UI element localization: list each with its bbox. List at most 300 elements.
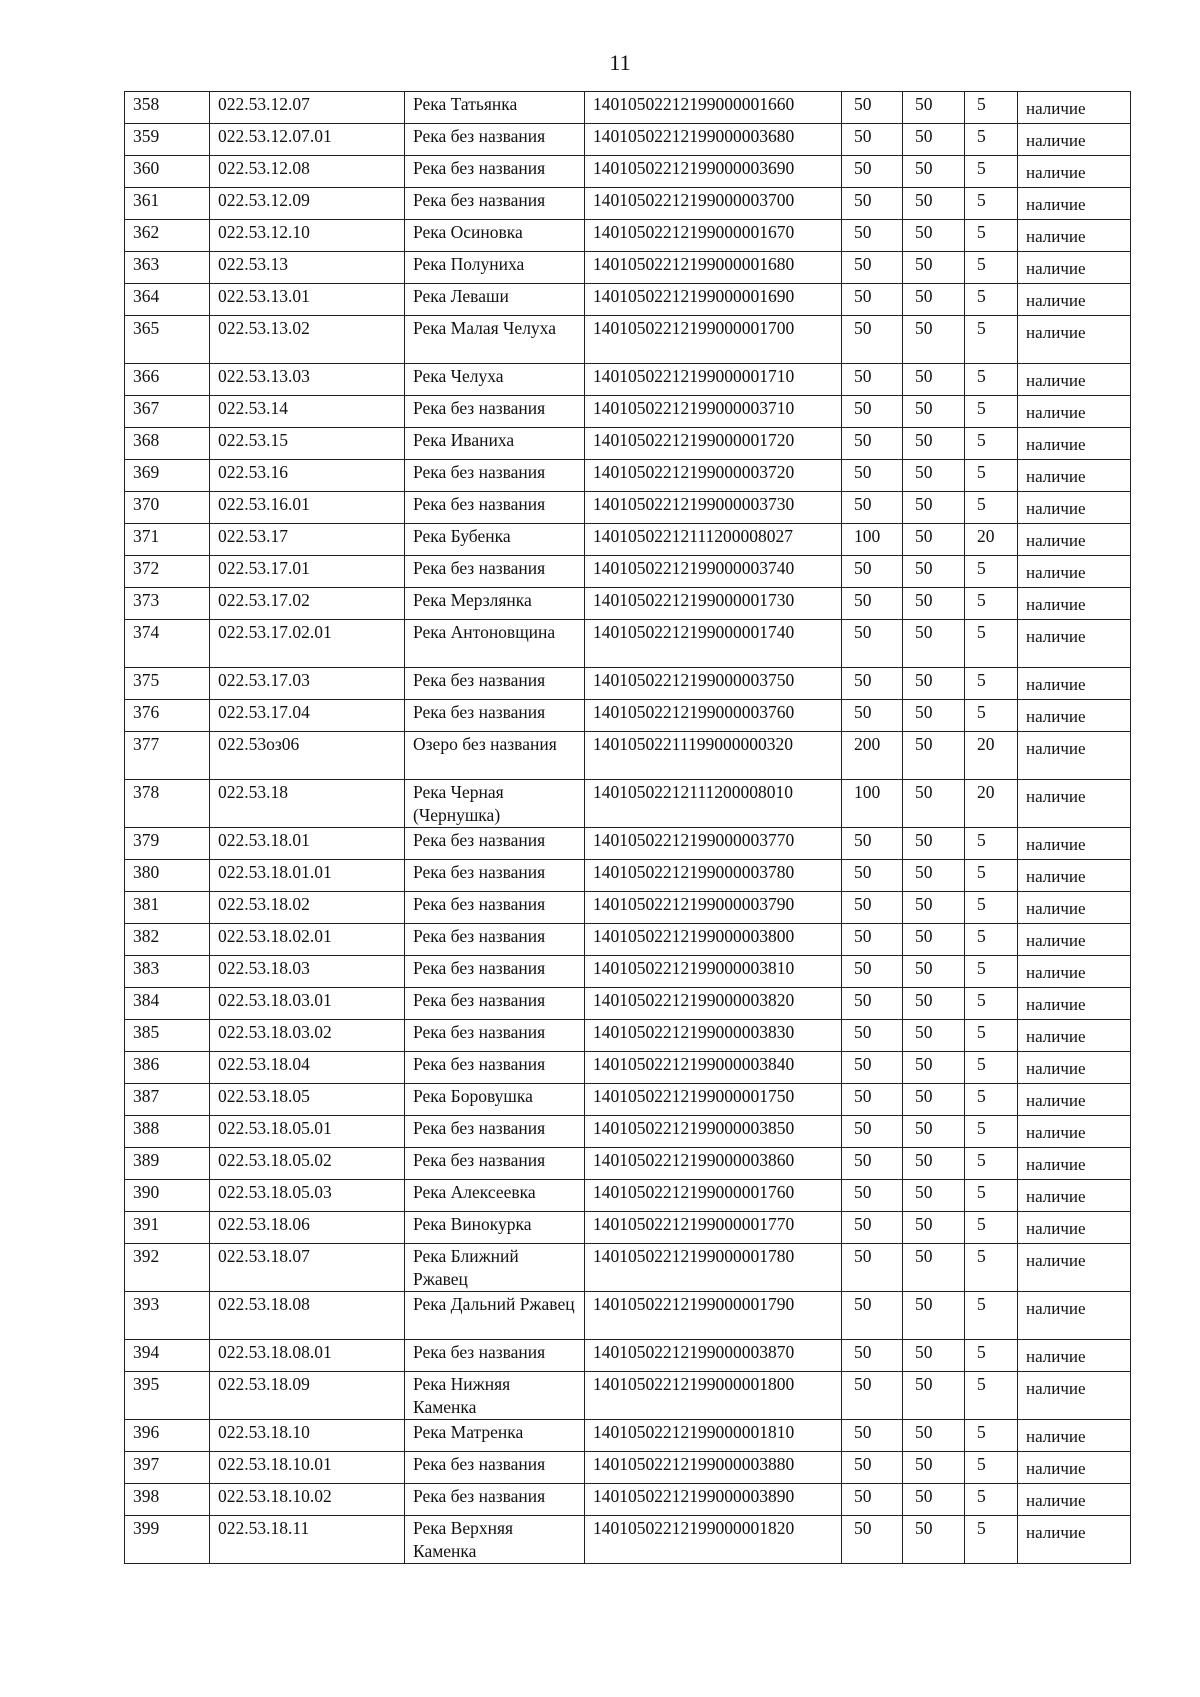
value-b-cell: 50 bbox=[903, 1084, 965, 1116]
status-cell: наличие bbox=[1018, 556, 1131, 588]
name-cell: Река без названия bbox=[405, 188, 585, 220]
code-cell: 022.53.18.10.01 bbox=[210, 1452, 405, 1484]
value-b-cell: 50 bbox=[903, 92, 965, 124]
registry-number-cell: 14010502212199000003780 bbox=[585, 860, 842, 892]
name-cell: Река Боровушка bbox=[405, 1084, 585, 1116]
value-b-cell: 50 bbox=[903, 364, 965, 396]
value-a-cell: 100 bbox=[842, 780, 903, 828]
row-number-cell: 394 bbox=[125, 1340, 210, 1372]
value-a-cell: 50 bbox=[842, 428, 903, 460]
code-cell: 022.53.12.10 bbox=[210, 220, 405, 252]
status-cell: наличие bbox=[1018, 188, 1131, 220]
name-cell: Река без названия bbox=[405, 988, 585, 1020]
registry-number-cell: 14010502212199000003870 bbox=[585, 1340, 842, 1372]
value-b-cell: 50 bbox=[903, 1180, 965, 1212]
row-number-cell: 381 bbox=[125, 892, 210, 924]
status-cell: наличие bbox=[1018, 588, 1131, 620]
name-cell: Река Алексеевка bbox=[405, 1180, 585, 1212]
row-number-cell: 396 bbox=[125, 1420, 210, 1452]
value-b-cell: 50 bbox=[903, 1420, 965, 1452]
row-number-cell: 388 bbox=[125, 1116, 210, 1148]
registry-number-cell: 14010502212199000003690 bbox=[585, 156, 842, 188]
value-a-cell: 50 bbox=[842, 1452, 903, 1484]
code-cell: 022.53.13.03 bbox=[210, 364, 405, 396]
row-number-cell: 398 bbox=[125, 1484, 210, 1516]
value-b-cell: 50 bbox=[903, 828, 965, 860]
code-cell: 022.53.18.05 bbox=[210, 1084, 405, 1116]
value-c-cell: 5 bbox=[965, 1052, 1018, 1084]
code-cell: 022.53.18.10.02 bbox=[210, 1484, 405, 1516]
table-row bbox=[125, 892, 1131, 924]
registry-number-cell: 14010502212199000003730 bbox=[585, 492, 842, 524]
value-a-cell: 50 bbox=[842, 588, 903, 620]
value-c-cell: 5 bbox=[965, 188, 1018, 220]
table-row bbox=[125, 732, 1131, 780]
name-cell: Река Челуха bbox=[405, 364, 585, 396]
registry-number-cell: 14010502212199000003700 bbox=[585, 188, 842, 220]
value-b-cell: 50 bbox=[903, 988, 965, 1020]
name-cell: Река Леваши bbox=[405, 284, 585, 316]
value-b-cell: 50 bbox=[903, 124, 965, 156]
registry-number-cell: 14010502212199000003850 bbox=[585, 1116, 842, 1148]
value-c-cell: 5 bbox=[965, 1020, 1018, 1052]
row-number-cell: 374 bbox=[125, 620, 210, 668]
value-a-cell: 50 bbox=[842, 156, 903, 188]
status-cell: наличие bbox=[1018, 956, 1131, 988]
name-cell: Река Бубенка bbox=[405, 524, 585, 556]
code-cell: 022.53.15 bbox=[210, 428, 405, 460]
registry-number-cell: 14010502212199000003830 bbox=[585, 1020, 842, 1052]
value-a-cell: 50 bbox=[842, 828, 903, 860]
row-number-cell: 380 bbox=[125, 860, 210, 892]
code-cell: 022.53.18 bbox=[210, 780, 405, 828]
value-b-cell: 50 bbox=[903, 956, 965, 988]
row-number-cell: 390 bbox=[125, 1180, 210, 1212]
value-a-cell: 50 bbox=[842, 460, 903, 492]
registry-number-cell: 14010502212199000001670 bbox=[585, 220, 842, 252]
registry-number-cell: 14010502212199000001770 bbox=[585, 1212, 842, 1244]
table-row bbox=[125, 316, 1131, 364]
name-cell: Река без названия bbox=[405, 156, 585, 188]
status-cell: наличие bbox=[1018, 1516, 1131, 1564]
value-a-cell: 50 bbox=[842, 1516, 903, 1564]
code-cell: 022.53.18.04 bbox=[210, 1052, 405, 1084]
registry-number-cell: 14010502212199000001720 bbox=[585, 428, 842, 460]
name-cell: Река без названия bbox=[405, 1052, 585, 1084]
code-cell: 022.53.18.06 bbox=[210, 1212, 405, 1244]
value-a-cell: 50 bbox=[842, 860, 903, 892]
name-cell: Река без названия bbox=[405, 1020, 585, 1052]
value-c-cell: 5 bbox=[965, 956, 1018, 988]
value-b-cell: 50 bbox=[903, 316, 965, 364]
table-row bbox=[125, 924, 1131, 956]
value-c-cell: 5 bbox=[965, 556, 1018, 588]
value-a-cell: 50 bbox=[842, 1372, 903, 1420]
code-cell: 022.53.13.02 bbox=[210, 316, 405, 364]
value-a-cell: 50 bbox=[842, 1292, 903, 1340]
value-c-cell: 5 bbox=[965, 1484, 1018, 1516]
table-row bbox=[125, 668, 1131, 700]
table-row bbox=[125, 156, 1131, 188]
status-cell: наличие bbox=[1018, 924, 1131, 956]
row-number-cell: 371 bbox=[125, 524, 210, 556]
value-b-cell: 50 bbox=[903, 284, 965, 316]
value-b-cell: 50 bbox=[903, 220, 965, 252]
registry-number-cell: 14010502212199000003810 bbox=[585, 956, 842, 988]
status-cell: наличие bbox=[1018, 284, 1131, 316]
row-number-cell: 367 bbox=[125, 396, 210, 428]
table-row bbox=[125, 460, 1131, 492]
value-b-cell: 50 bbox=[903, 1340, 965, 1372]
table-body bbox=[125, 92, 1131, 1564]
code-cell: 022.53.18.05.03 bbox=[210, 1180, 405, 1212]
status-cell: наличие bbox=[1018, 1084, 1131, 1116]
registry-number-cell: 14010502212199000001760 bbox=[585, 1180, 842, 1212]
status-cell: наличие bbox=[1018, 668, 1131, 700]
row-number-cell: 379 bbox=[125, 828, 210, 860]
table-row bbox=[125, 1340, 1131, 1372]
value-a-cell: 200 bbox=[842, 732, 903, 780]
row-number-cell: 364 bbox=[125, 284, 210, 316]
name-cell: Река без названия bbox=[405, 124, 585, 156]
status-cell: наличие bbox=[1018, 92, 1131, 124]
status-cell: наличие bbox=[1018, 1244, 1131, 1292]
value-b-cell: 50 bbox=[903, 924, 965, 956]
name-cell: Река без названия bbox=[405, 860, 585, 892]
table-row bbox=[125, 828, 1131, 860]
value-a-cell: 50 bbox=[842, 1148, 903, 1180]
value-a-cell: 50 bbox=[842, 1244, 903, 1292]
status-cell: наличие bbox=[1018, 1372, 1131, 1420]
value-c-cell: 5 bbox=[965, 860, 1018, 892]
row-number-cell: 389 bbox=[125, 1148, 210, 1180]
table-row bbox=[125, 780, 1131, 828]
registry-number-cell: 14010502212199000003760 bbox=[585, 700, 842, 732]
registry-number-cell: 14010502212111200008027 bbox=[585, 524, 842, 556]
status-cell: наличие bbox=[1018, 732, 1131, 780]
value-b-cell: 50 bbox=[903, 396, 965, 428]
water-bodies-table bbox=[124, 91, 1131, 1564]
code-cell: 022.53оз06 bbox=[210, 732, 405, 780]
value-a-cell: 50 bbox=[842, 1116, 903, 1148]
value-a-cell: 50 bbox=[842, 220, 903, 252]
value-c-cell: 5 bbox=[965, 396, 1018, 428]
table-row bbox=[125, 524, 1131, 556]
table-row bbox=[125, 188, 1131, 220]
name-cell: Озеро без названия bbox=[405, 732, 585, 780]
row-number-cell: 376 bbox=[125, 700, 210, 732]
value-a-cell: 50 bbox=[842, 620, 903, 668]
code-cell: 022.53.13 bbox=[210, 252, 405, 284]
row-number-cell: 399 bbox=[125, 1516, 210, 1564]
row-number-cell: 383 bbox=[125, 956, 210, 988]
row-number-cell: 377 bbox=[125, 732, 210, 780]
value-b-cell: 50 bbox=[903, 1516, 965, 1564]
table-row bbox=[125, 428, 1131, 460]
status-cell: наличие bbox=[1018, 700, 1131, 732]
table-row bbox=[125, 620, 1131, 668]
value-b-cell: 50 bbox=[903, 1452, 965, 1484]
value-c-cell: 5 bbox=[965, 364, 1018, 396]
code-cell: 022.53.18.10 bbox=[210, 1420, 405, 1452]
status-cell: наличие bbox=[1018, 1148, 1131, 1180]
value-a-cell: 50 bbox=[842, 556, 903, 588]
value-c-cell: 5 bbox=[965, 316, 1018, 364]
row-number-cell: 391 bbox=[125, 1212, 210, 1244]
table-row bbox=[125, 588, 1131, 620]
row-number-cell: 393 bbox=[125, 1292, 210, 1340]
value-a-cell: 50 bbox=[842, 1052, 903, 1084]
table-row bbox=[125, 124, 1131, 156]
name-cell: Река без названия bbox=[405, 556, 585, 588]
value-b-cell: 50 bbox=[903, 1212, 965, 1244]
row-number-cell: 375 bbox=[125, 668, 210, 700]
code-cell: 022.53.18.08.01 bbox=[210, 1340, 405, 1372]
name-cell: Река Осиновка bbox=[405, 220, 585, 252]
row-number-cell: 387 bbox=[125, 1084, 210, 1116]
value-b-cell: 50 bbox=[903, 1020, 965, 1052]
registry-number-cell: 14010502212199000001750 bbox=[585, 1084, 842, 1116]
value-a-cell: 50 bbox=[842, 364, 903, 396]
code-cell: 022.53.17 bbox=[210, 524, 405, 556]
value-c-cell: 5 bbox=[965, 668, 1018, 700]
code-cell: 022.53.18.09 bbox=[210, 1372, 405, 1420]
code-cell: 022.53.18.03.01 bbox=[210, 988, 405, 1020]
row-number-cell: 382 bbox=[125, 924, 210, 956]
table-row bbox=[125, 1484, 1131, 1516]
status-cell: наличие bbox=[1018, 364, 1131, 396]
table-row bbox=[125, 1148, 1131, 1180]
value-a-cell: 50 bbox=[842, 988, 903, 1020]
value-c-cell: 5 bbox=[965, 124, 1018, 156]
value-c-cell: 5 bbox=[965, 92, 1018, 124]
name-cell: Река Полуниха bbox=[405, 252, 585, 284]
value-a-cell: 50 bbox=[842, 1212, 903, 1244]
table-row bbox=[125, 556, 1131, 588]
value-b-cell: 50 bbox=[903, 460, 965, 492]
table-row bbox=[125, 220, 1131, 252]
table-row bbox=[125, 284, 1131, 316]
value-b-cell: 50 bbox=[903, 524, 965, 556]
row-number-cell: 395 bbox=[125, 1372, 210, 1420]
value-a-cell: 50 bbox=[842, 1420, 903, 1452]
value-b-cell: 50 bbox=[903, 860, 965, 892]
code-cell: 022.53.12.07.01 bbox=[210, 124, 405, 156]
value-b-cell: 50 bbox=[903, 252, 965, 284]
table-row bbox=[125, 700, 1131, 732]
registry-number-cell: 14010502212111200008010 bbox=[585, 780, 842, 828]
row-number-cell: 369 bbox=[125, 460, 210, 492]
name-cell: Река Винокурка bbox=[405, 1212, 585, 1244]
table-row bbox=[125, 1292, 1131, 1340]
value-c-cell: 5 bbox=[965, 284, 1018, 316]
value-b-cell: 50 bbox=[903, 1052, 965, 1084]
value-a-cell: 50 bbox=[842, 1084, 903, 1116]
name-cell: Река Матренка bbox=[405, 1420, 585, 1452]
value-c-cell: 5 bbox=[965, 1292, 1018, 1340]
row-number-cell: 366 bbox=[125, 364, 210, 396]
table-row bbox=[125, 1452, 1131, 1484]
value-c-cell: 5 bbox=[965, 220, 1018, 252]
status-cell: наличие bbox=[1018, 892, 1131, 924]
value-a-cell: 50 bbox=[842, 124, 903, 156]
name-cell: Река без названия bbox=[405, 1340, 585, 1372]
value-c-cell: 5 bbox=[965, 460, 1018, 492]
row-number-cell: 372 bbox=[125, 556, 210, 588]
status-cell: наличие bbox=[1018, 1292, 1131, 1340]
value-c-cell: 5 bbox=[965, 252, 1018, 284]
value-b-cell: 50 bbox=[903, 188, 965, 220]
code-cell: 022.53.12.08 bbox=[210, 156, 405, 188]
value-a-cell: 50 bbox=[842, 284, 903, 316]
code-cell: 022.53.17.03 bbox=[210, 668, 405, 700]
value-a-cell: 50 bbox=[842, 924, 903, 956]
registry-number-cell: 14010502212199000001790 bbox=[585, 1292, 842, 1340]
registry-number-cell: 14010502212199000003820 bbox=[585, 988, 842, 1020]
status-cell: наличие bbox=[1018, 860, 1131, 892]
code-cell: 022.53.12.07 bbox=[210, 92, 405, 124]
status-cell: наличие bbox=[1018, 220, 1131, 252]
value-c-cell: 20 bbox=[965, 732, 1018, 780]
status-cell: наличие bbox=[1018, 988, 1131, 1020]
registry-number-cell: 14010502212199000003720 bbox=[585, 460, 842, 492]
status-cell: наличие bbox=[1018, 428, 1131, 460]
row-number-cell: 360 bbox=[125, 156, 210, 188]
registry-number-cell: 14010502212199000003740 bbox=[585, 556, 842, 588]
value-c-cell: 5 bbox=[965, 1244, 1018, 1292]
code-cell: 022.53.18.05.02 bbox=[210, 1148, 405, 1180]
value-b-cell: 50 bbox=[903, 780, 965, 828]
table-row bbox=[125, 988, 1131, 1020]
registry-number-cell: 14010502212199000001820 bbox=[585, 1516, 842, 1564]
name-cell: Река без названия bbox=[405, 1148, 585, 1180]
value-c-cell: 5 bbox=[965, 1452, 1018, 1484]
status-cell: наличие bbox=[1018, 524, 1131, 556]
value-b-cell: 50 bbox=[903, 1244, 965, 1292]
registry-number-cell: 14010502212199000001740 bbox=[585, 620, 842, 668]
status-cell: наличие bbox=[1018, 460, 1131, 492]
name-cell: Река без названия bbox=[405, 460, 585, 492]
row-number-cell: 397 bbox=[125, 1452, 210, 1484]
code-cell: 022.53.18.11 bbox=[210, 1516, 405, 1564]
code-cell: 022.53.12.09 bbox=[210, 188, 405, 220]
row-number-cell: 386 bbox=[125, 1052, 210, 1084]
status-cell: наличие bbox=[1018, 1052, 1131, 1084]
value-b-cell: 50 bbox=[903, 1148, 965, 1180]
code-cell: 022.53.18.05.01 bbox=[210, 1116, 405, 1148]
value-b-cell: 50 bbox=[903, 1372, 965, 1420]
value-c-cell: 20 bbox=[965, 524, 1018, 556]
name-cell: Река Иваниха bbox=[405, 428, 585, 460]
value-c-cell: 5 bbox=[965, 1212, 1018, 1244]
page-number: 11 bbox=[609, 50, 631, 75]
row-number-cell: 363 bbox=[125, 252, 210, 284]
value-a-cell: 50 bbox=[842, 1020, 903, 1052]
name-cell: Река без названия bbox=[405, 828, 585, 860]
registry-number-cell: 14010502212199000003770 bbox=[585, 828, 842, 860]
code-cell: 022.53.18.07 bbox=[210, 1244, 405, 1292]
row-number-cell: 378 bbox=[125, 780, 210, 828]
row-number-cell: 392 bbox=[125, 1244, 210, 1292]
code-cell: 022.53.18.03.02 bbox=[210, 1020, 405, 1052]
value-b-cell: 50 bbox=[903, 700, 965, 732]
table-row bbox=[125, 1052, 1131, 1084]
registry-number-cell: 14010502212199000003750 bbox=[585, 668, 842, 700]
value-b-cell: 50 bbox=[903, 556, 965, 588]
table-row bbox=[125, 1180, 1131, 1212]
table-row bbox=[125, 1516, 1131, 1564]
value-c-cell: 5 bbox=[965, 700, 1018, 732]
registry-number-cell: 14010502212199000001780 bbox=[585, 1244, 842, 1292]
value-c-cell: 5 bbox=[965, 1372, 1018, 1420]
value-c-cell: 5 bbox=[965, 988, 1018, 1020]
status-cell: наличие bbox=[1018, 1484, 1131, 1516]
value-b-cell: 50 bbox=[903, 1484, 965, 1516]
value-a-cell: 50 bbox=[842, 1340, 903, 1372]
table-row bbox=[125, 364, 1131, 396]
status-cell: наличие bbox=[1018, 1020, 1131, 1052]
name-cell: Река без названия bbox=[405, 1116, 585, 1148]
value-a-cell: 50 bbox=[842, 956, 903, 988]
row-number-cell: 384 bbox=[125, 988, 210, 1020]
code-cell: 022.53.18.03 bbox=[210, 956, 405, 988]
value-b-cell: 50 bbox=[903, 588, 965, 620]
name-cell: Река без названия bbox=[405, 1452, 585, 1484]
name-cell: Река без названия bbox=[405, 924, 585, 956]
row-number-cell: 361 bbox=[125, 188, 210, 220]
status-cell: наличие bbox=[1018, 316, 1131, 364]
value-a-cell: 50 bbox=[842, 188, 903, 220]
value-a-cell: 50 bbox=[842, 396, 903, 428]
name-cell: Река Татьянка bbox=[405, 92, 585, 124]
value-c-cell: 5 bbox=[965, 1340, 1018, 1372]
registry-number-cell: 14010502212199000003890 bbox=[585, 1484, 842, 1516]
value-b-cell: 50 bbox=[903, 668, 965, 700]
registry-number-cell: 14010502212199000001690 bbox=[585, 284, 842, 316]
row-number-cell: 362 bbox=[125, 220, 210, 252]
code-cell: 022.53.18.01.01 bbox=[210, 860, 405, 892]
value-a-cell: 50 bbox=[842, 1180, 903, 1212]
row-number-cell: 368 bbox=[125, 428, 210, 460]
status-cell: наличие bbox=[1018, 1116, 1131, 1148]
code-cell: 022.53.17.02.01 bbox=[210, 620, 405, 668]
value-b-cell: 50 bbox=[903, 620, 965, 668]
code-cell: 022.53.18.02 bbox=[210, 892, 405, 924]
status-cell: наличие bbox=[1018, 124, 1131, 156]
value-a-cell: 50 bbox=[842, 700, 903, 732]
code-cell: 022.53.18.08 bbox=[210, 1292, 405, 1340]
name-cell: Река Антоновщина bbox=[405, 620, 585, 668]
registry-number-cell: 14010502212199000003790 bbox=[585, 892, 842, 924]
code-cell: 022.53.13.01 bbox=[210, 284, 405, 316]
value-c-cell: 5 bbox=[965, 428, 1018, 460]
registry-number-cell: 14010502212199000001680 bbox=[585, 252, 842, 284]
code-cell: 022.53.17.04 bbox=[210, 700, 405, 732]
status-cell: наличие bbox=[1018, 396, 1131, 428]
table-row bbox=[125, 396, 1131, 428]
value-a-cell: 50 bbox=[842, 892, 903, 924]
value-a-cell: 50 bbox=[842, 252, 903, 284]
code-cell: 022.53.18.01 bbox=[210, 828, 405, 860]
value-a-cell: 50 bbox=[842, 92, 903, 124]
value-c-cell: 5 bbox=[965, 156, 1018, 188]
status-cell: наличие bbox=[1018, 252, 1131, 284]
registry-number-cell: 14010502212199000003840 bbox=[585, 1052, 842, 1084]
name-cell: Река без названия bbox=[405, 492, 585, 524]
name-cell: Река Малая Челуха bbox=[405, 316, 585, 364]
row-number-cell: 373 bbox=[125, 588, 210, 620]
status-cell: наличие bbox=[1018, 492, 1131, 524]
